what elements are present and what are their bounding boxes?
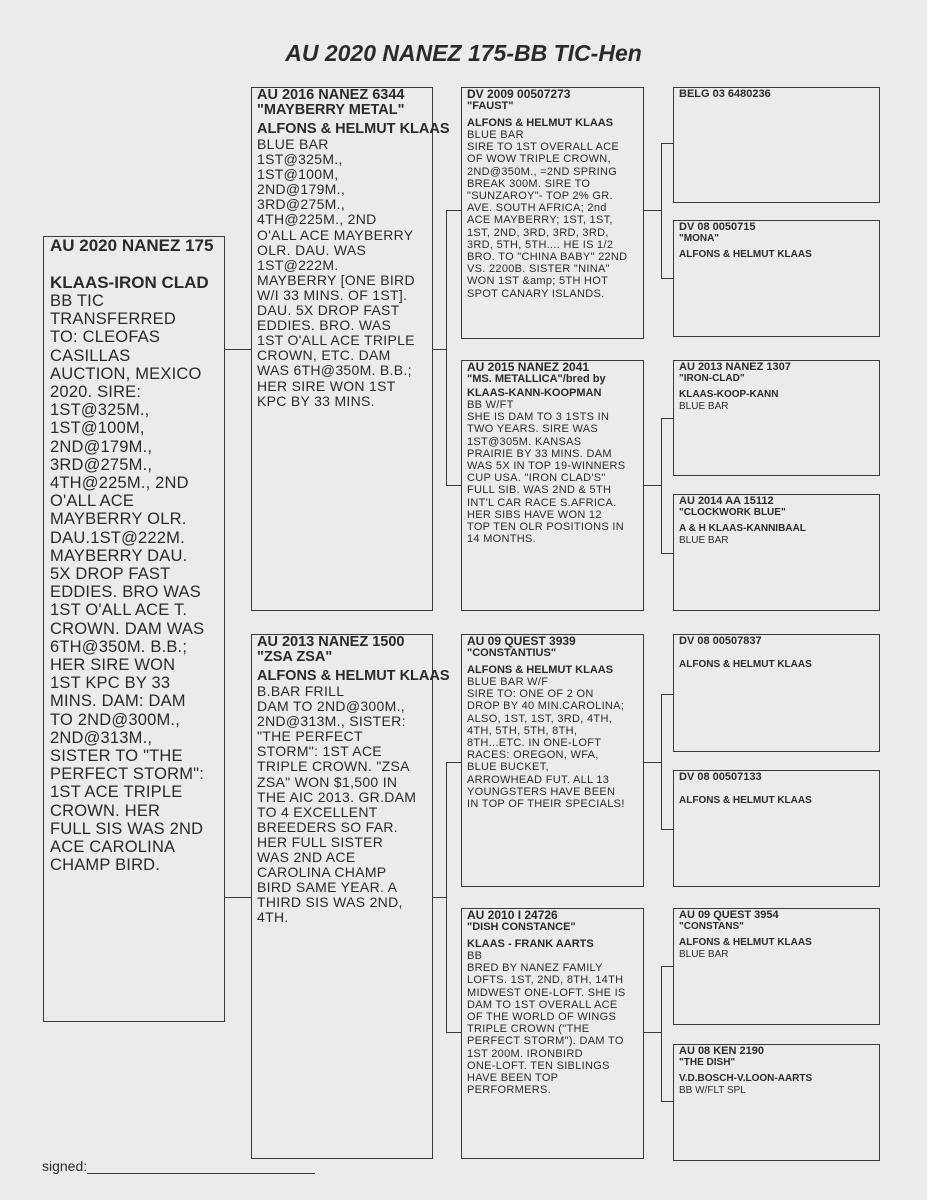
gen4-band-number: DV 08 00507837	[679, 635, 762, 647]
dam-box	[251, 634, 450, 1159]
gen3-band-number: AU 2015 NANEZ 2041	[467, 360, 590, 374]
gen3-info: BLUE BAR W/F SIRE TO: ONE OF 2 ON DROP BY 40 MIN.CAROLINA; ALSO, 1ST, 1ST, 3RD, 4TH, 4TH, 5TH, 5TH, 8TH, 8TH...ETC. IN ONE-LOFT RACES: OREGON, WFA, BLUE BUCKET, ARROWHEAD FUT. ALL 13 YOUNGSTERS HAVE BEEN IN TOP OF THEIR SPECIALS!	[467, 676, 625, 811]
signature-line	[87, 1159, 315, 1174]
sire-band-number: AU 2016 NANEZ 6344	[257, 87, 405, 103]
sire-name: "MAYBERRY METAL"	[257, 102, 405, 118]
subject-bird-box	[43, 236, 225, 1022]
dam-breeder: ALFONS & HELMUT KLAAS	[257, 668, 450, 684]
gen4-band-number: BELG 03 6480236	[679, 88, 771, 100]
dam-sire-box	[461, 634, 644, 887]
gen3-name: "CONSTANTIUS"	[467, 647, 557, 659]
gen3-band-number: AU 2010 I 24726	[467, 908, 558, 922]
gen4-name: "IRON-CLAD"	[679, 373, 745, 384]
gen4-name: "THE DISH"	[679, 1057, 736, 1068]
gen4-breeder: ALFONS & HELMUT KLAAS	[679, 249, 812, 260]
gen4-info: BLUE BAR	[679, 949, 729, 960]
dam-info: B.BAR FRILL DAM TO 2ND@300M., 2ND@313M., SISTER: "THE PERFECT STORM": 1ST ACE TRIPLE CROWN. "ZSA ZSA" WON $1,500 IN THE AIC 2013. GR.DAM TO 4 EXCELLENT BREEDERS SO FAR. HER FULL SISTER WAS 2ND ACE CAROLINA CHAMP BIRD SAME YEAR. A THIRD SIS WAS 2ND, 4TH.	[257, 683, 417, 926]
gen4-breeder: ALFONS & HELMUT KLAAS	[679, 795, 812, 806]
pedigree-title: AU 2020 NANEZ 175-BB TIC-Hen	[285, 40, 642, 66]
gen4-box-5	[673, 634, 880, 752]
gen3-breeder: KLAAS-KANN-KOOPMAN	[467, 387, 602, 399]
gen4-breeder: A & H KLAAS-KANNIBAAL	[679, 523, 806, 534]
gen4-box-7	[673, 908, 880, 1025]
sire-info: BLUE BAR 1ST@325M., 1ST@100M, 2ND@179M., 3RD@275M., 4TH@225M., 2ND O'ALL ACE MAYBERRY OLR. DAU. WAS 1ST@222M. MAYBERRY [ONE BIRD W/I 33 MINS. OF 1ST]. DAU. 5X DROP FAST EDDIES. BRO. WAS 1ST O'ALL ACE TRIPLE CROWN, ETC. DAM WAS 6TH@350M. B.B.; HER SIRE WON 1ST KPC BY 33 MINS.	[257, 136, 415, 409]
sire-dam-box	[461, 360, 644, 611]
gen4-info: BLUE BAR	[679, 535, 729, 546]
gen4-breeder: ALFONS & HELMUT KLAAS	[679, 937, 812, 948]
gen4-info: BB W/FLT SPL	[679, 1085, 746, 1096]
gen4-breeder: ALFONS & HELMUT KLAAS	[679, 659, 812, 670]
gen4-box-4	[673, 494, 880, 611]
gen3-info: BB BRED BY NANEZ FAMILY LOFTS. 1ST, 2ND, 8TH, 14TH MIDWEST ONE-LOFT. SHE IS DAM TO 1ST OVERALL ACE OF THE WORLD OF WINGS TRIPLE CROWN ("THE PERFECT STORM"). DAM TO 1ST 200M. IRONBIRD ONE-LOFT. TEN SIBLINGS HAVE BEEN TOP PERFORMERS.	[467, 950, 626, 1097]
gen4-band-number: DV 08 00507133	[679, 771, 762, 783]
gen4-box-1	[673, 87, 880, 203]
gen4-band-number: AU 2013 NANEZ 1307	[679, 361, 791, 373]
gen3-info: BLUE BAR SIRE TO 1ST OVERALL ACE OF WOW TRIPLE CROWN, 2ND@350M., =2ND SPRING BREAK 300M. SIRE TO "SUNZAROY"- TOP 2% GR. AVE. SOUTH AFRICA; 2nd ACE MAYBERRY; 1ST, 1ST, 1ST, 2ND, 3RD, 3RD, 3RD, 3RD, 5TH, 5TH.... HE IS 1/2 BRO. TO "CHINA BABY" 22ND VS. 2200B. SISTER "NINA" WON 1ST &amp; 5TH HOT SPOT CANARY ISLANDS.	[467, 129, 628, 300]
signed-label: signed:	[42, 1158, 88, 1174]
gen3-band-number: AU 09 QUEST 3939	[467, 634, 576, 648]
gen4-band-number: AU 2014 AA 15112	[679, 495, 774, 507]
gen3-name: "MS. METALLICA"/bred by	[467, 373, 606, 385]
gen4-name: "CONSTANS"	[679, 921, 744, 932]
gen4-box-2	[673, 220, 880, 337]
sire-sire-box	[461, 87, 644, 339]
gen4-name: "MONA"	[679, 233, 720, 244]
gen3-breeder: ALFONS & HELMUT KLAAS	[467, 664, 614, 676]
dam-name: "ZSA ZSA"	[257, 649, 333, 665]
subject-band-number: AU 2020 NANEZ 175	[50, 236, 214, 255]
subject-breeder: KLAAS-IRON CLAD	[50, 273, 209, 292]
gen3-info: BB W/FT SHE IS DAM TO 3 1STS IN TWO YEARS. SIRE WAS 1ST@305M. KANSAS PRAIRIE BY 33 MINS. DAM WAS 5X IN TOP 19-WINNERS CUP USA. "IRON CLAD'S" FULL SIB. WAS 2ND & 5TH INT'L CAR RACE S.AFRICA. HER SIBS HAVE WON 12 TOP TEN OLR POSITIONS IN 14 MONTHS.	[467, 399, 626, 546]
signature-area	[42, 1158, 315, 1174]
gen4-info: BLUE BAR	[679, 401, 729, 412]
gen4-box-6	[673, 770, 880, 887]
gen4-box-3	[673, 360, 880, 476]
gen4-breeder: V.D.BOSCH-V.LOON-AARTS	[679, 1073, 813, 1084]
gen4-breeder: KLAAS-KOOP-KANN	[679, 389, 779, 400]
sire-breeder: ALFONS & HELMUT KLAAS	[257, 121, 450, 137]
gen3-name: "DISH CONSTANCE"	[467, 921, 576, 933]
gen3-band-number: DV 2009 00507273	[467, 87, 571, 101]
subject-info: BB TIC TRANSFERRED TO: CLEOFAS CASILLAS AUCTION, MEXICO 2020. SIRE: 1ST@325M., 1ST@100M, 2ND@179M., 3RD@275M., 4TH@225M., 2ND O'ALL ACE MAYBERRY OLR. DAU.1ST@222M. MAYBERRY DAU. 5X DROP FAST EDDIES. BRO WAS 1ST O'ALL ACE T. CROWN. DAM WAS 6TH@350M. B.B.; HER SIRE WON 1ST KPC BY 33 MINS. DAM: DAM TO 2ND@300M., 2ND@313M., SISTER TO "THE PERFECT STORM": 1ST ACE TRIPLE CROWN. HER FULL SIS WAS 2ND ACE CAROLINA CHAMP BIRD.	[50, 292, 205, 875]
dam-band-number: AU 2013 NANEZ 1500	[257, 634, 405, 650]
gen4-band-number: AU 08 KEN 2190	[679, 1045, 764, 1057]
gen4-name: "CLOCKWORK BLUE"	[679, 507, 786, 518]
gen4-band-number: AU 09 QUEST 3954	[679, 909, 779, 921]
dam-dam-box	[461, 908, 644, 1159]
gen3-breeder: ALFONS & HELMUT KLAAS	[467, 117, 614, 129]
gen3-breeder: KLAAS - FRANK AARTS	[467, 938, 594, 950]
gen4-band-number: DV 08 0050715	[679, 221, 756, 233]
sire-box	[251, 87, 450, 611]
gen3-name: "FAUST"	[467, 100, 514, 112]
gen4-box-8	[673, 1044, 880, 1161]
